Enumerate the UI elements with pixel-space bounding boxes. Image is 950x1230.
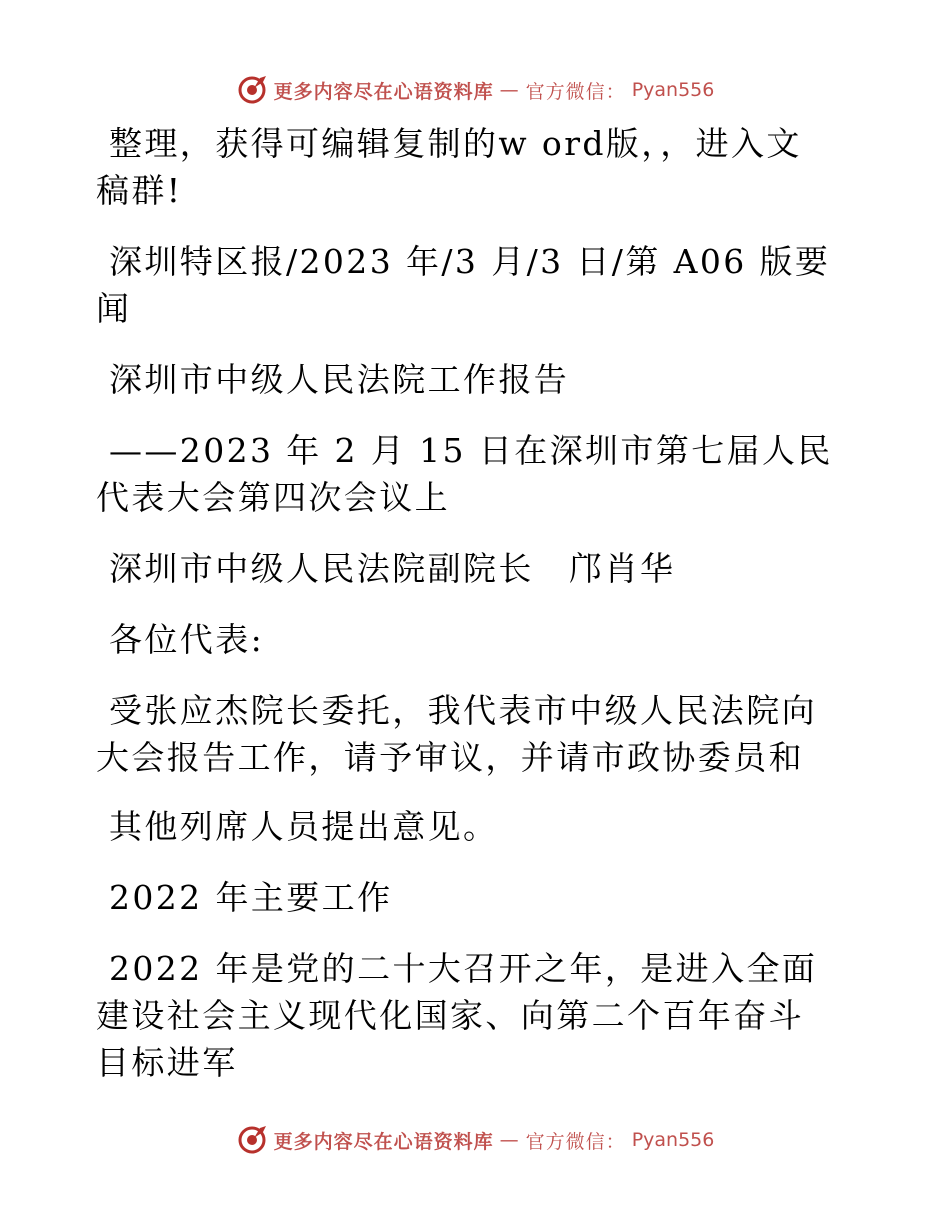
quill-circle-logo-icon: [236, 1124, 268, 1156]
paragraph-source: 深圳特区报/2023 年/3 月/3 日/第 A06 版要闻: [96, 242, 831, 328]
watermark-group: [236, 1124, 715, 1156]
paragraph-title: 深圳市中级人民法院工作报告: [109, 360, 570, 399]
paragraph-body: 2022 年是党的二十大召开之年，是进入全面建设社会主义现代化国家、向第二个百年奋斗目标进军: [96, 949, 818, 1082]
paragraph-author: 深圳市中级人民法院副院长 邝肖华: [109, 549, 676, 588]
watermark-main-text: 更多内容尽在心语资料库: [273, 80, 494, 103]
paragraph-opening-continued: 其他列席人员提出意见。: [109, 807, 499, 846]
paragraph-salutation: 各位代表:: [109, 620, 265, 659]
page-footer-watermark: [0, 1120, 950, 1160]
watermark-wechat-id: Pyan556: [631, 1129, 715, 1151]
watermark-main-text: 更多内容尽在心语资料库: [273, 1130, 494, 1153]
paragraph-opening: 受张应杰院长委托，我代表市中级人民法院向大会报告工作，请予审议，并请市政协委员和: [96, 691, 817, 777]
watermark-dash: —: [499, 79, 520, 101]
document-body: [96, 120, 836, 1110]
paragraph-intro: 整理，获得可编辑复制的w ord版，，进入文稿群!: [96, 124, 802, 210]
watermark-sub-text: 官方微信：: [525, 1130, 626, 1153]
watermark-dash: —: [499, 1129, 520, 1151]
watermark-sub-text: 官方微信：: [525, 80, 626, 103]
paragraph-section-heading: 2022 年主要工作: [109, 878, 393, 917]
quill-circle-logo-icon: [236, 74, 268, 106]
page-header-watermark: [0, 70, 950, 110]
watermark-group: [236, 74, 715, 106]
paragraph-subtitle: ——2023 年 2 月 15 日在深圳市第七届人民代表大会第四次会议上: [96, 431, 833, 517]
watermark-wechat-id: Pyan556: [631, 79, 715, 101]
